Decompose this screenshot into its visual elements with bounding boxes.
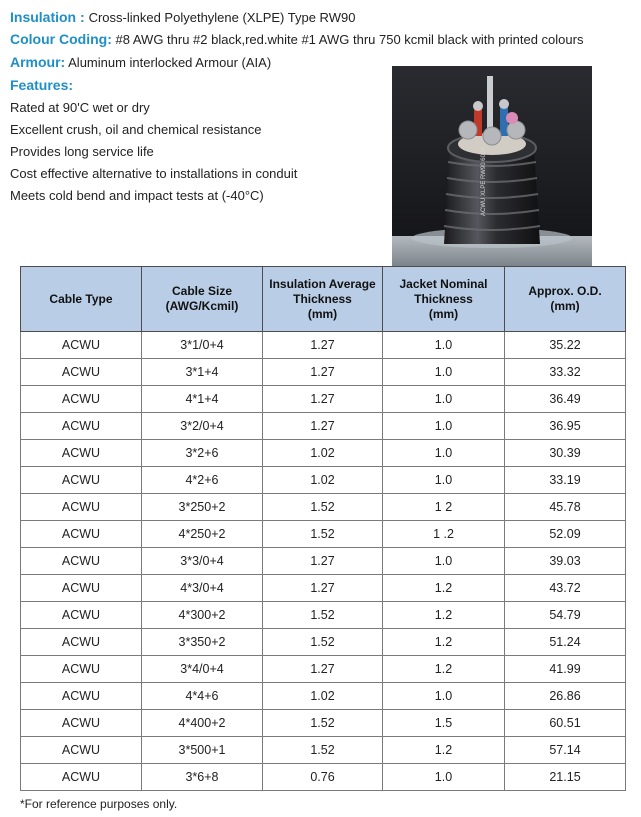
cell-cable-size: 3*6+8 <box>142 764 263 791</box>
cell-cable-type: ACWU <box>21 683 142 710</box>
cell-cable-type: ACWU <box>21 467 142 494</box>
cell-cable-type: ACWU <box>21 332 142 359</box>
feature-list <box>10 97 297 207</box>
header-line: (mm) <box>428 306 459 321</box>
cell-cable-type: ACWU <box>21 737 142 764</box>
spec-value-armour: Aluminum interlocked Armour (AIA) <box>68 55 272 70</box>
cell-approx-od: 45.78 <box>505 494 626 521</box>
cell-insulation-thickness: 1.27 <box>263 413 383 440</box>
cable-cross-section-image <box>392 66 592 266</box>
cell-jacket-thickness: 1.2 <box>383 737 505 764</box>
cell-approx-od: 41.99 <box>505 656 626 683</box>
feature-item: Provides long service life <box>10 144 154 159</box>
cell-insulation-thickness: 1.27 <box>263 656 383 683</box>
cell-cable-size: 4*3/0+4 <box>142 575 263 602</box>
cell-cable-type: ACWU <box>21 548 142 575</box>
cell-cable-size: 3*1/0+4 <box>142 332 263 359</box>
cell-cable-size: 3*250+2 <box>142 494 263 521</box>
cell-cable-size: 3*1+4 <box>142 359 263 386</box>
spec-value-colour-coding: #8 AWG thru #2 black,red.white #1 AWG thru 750 kcmil black with printed colours <box>115 32 584 47</box>
cell-insulation-thickness: 1.52 <box>263 602 383 629</box>
cell-cable-type: ACWU <box>21 413 142 440</box>
cell-jacket-thickness: 1.2 <box>383 602 505 629</box>
cell-insulation-thickness: 1.52 <box>263 629 383 656</box>
feature-item: Cost effective alternative to installations in conduit <box>10 166 298 181</box>
cell-approx-od: 36.95 <box>505 413 626 440</box>
cell-jacket-thickness: 1.0 <box>383 683 505 710</box>
cell-jacket-thickness: 1.2 <box>383 629 505 656</box>
cell-cable-size: 4*2+6 <box>142 467 263 494</box>
header-line: (mm) <box>307 306 338 321</box>
cell-cable-size: 3*350+2 <box>142 629 263 656</box>
cell-insulation-thickness: 1.27 <box>263 386 383 413</box>
feature-item: Meets cold bend and impact tests at (-40°C) <box>10 188 264 203</box>
header-line: Jacket Nominal <box>399 276 488 291</box>
header-line: (AWG/Kcmil) <box>165 299 239 313</box>
spec-key-insulation: Insulation <box>10 9 77 25</box>
table-row <box>21 629 626 656</box>
cell-cable-type: ACWU <box>21 575 142 602</box>
cell-insulation-thickness: 1.52 <box>263 737 383 764</box>
cell-insulation-thickness: 1.52 <box>263 494 383 521</box>
cell-cable-type: ACWU <box>21 359 142 386</box>
cell-cable-type: ACWU <box>21 521 142 548</box>
header-line: Cable Type <box>49 291 113 306</box>
cell-insulation-thickness: 1.27 <box>263 575 383 602</box>
table-row <box>21 602 626 629</box>
spec-value-insulation: Cross-linked Polyethylene (XLPE) Type RW90 <box>88 10 356 25</box>
cell-approx-od: 57.14 <box>505 737 626 764</box>
table-row <box>21 575 626 602</box>
cell-jacket-thickness: 1.0 <box>383 548 505 575</box>
cell-approx-od: 33.19 <box>505 467 626 494</box>
cell-jacket-thickness: 1.0 <box>383 413 505 440</box>
cell-jacket-thickness: 1.0 <box>383 440 505 467</box>
cell-approx-od: 30.39 <box>505 440 626 467</box>
cell-cable-type: ACWU <box>21 710 142 737</box>
cell-approx-od: 39.03 <box>505 548 626 575</box>
feature-item: Excellent crush, oil and chemical resistance <box>10 122 262 137</box>
column-header-jacket-thickness <box>383 267 505 332</box>
table-row <box>21 413 626 440</box>
cell-jacket-thickness: 1.5 <box>383 710 505 737</box>
cell-cable-size: 3*4/0+4 <box>142 656 263 683</box>
cell-cable-size: 3*2+6 <box>142 440 263 467</box>
cell-jacket-thickness: 1.0 <box>383 386 505 413</box>
spec-armour <box>10 53 271 72</box>
cell-cable-type: ACWU <box>21 602 142 629</box>
table-row <box>21 359 626 386</box>
cell-cable-size: 3*3/0+4 <box>142 548 263 575</box>
cell-approx-od: 60.51 <box>505 710 626 737</box>
cell-cable-size: 3*2/0+4 <box>142 413 263 440</box>
column-header-insulation-thickness <box>263 267 383 332</box>
cell-cable-type: ACWU <box>21 764 142 791</box>
cable-photo <box>392 66 592 266</box>
header-line: Thickness <box>414 291 473 306</box>
column-header-approx-od <box>505 267 626 332</box>
cell-cable-type: ACWU <box>21 629 142 656</box>
cell-insulation-thickness: 1.52 <box>263 521 383 548</box>
header-line: Cable Size <box>171 284 233 298</box>
footnote: *For reference purposes only. <box>20 797 178 811</box>
header-line: Thickness <box>293 291 352 306</box>
cell-approx-od: 52.09 <box>505 521 626 548</box>
features-heading: Features: <box>10 77 74 93</box>
header-line: Approx. O.D. <box>528 284 602 298</box>
spec-colour-coding <box>10 30 583 49</box>
cell-jacket-thickness: 1.0 <box>383 467 505 494</box>
cell-cable-size: 4*250+2 <box>142 521 263 548</box>
cell-jacket-thickness: 1.0 <box>383 764 505 791</box>
cell-cable-type: ACWU <box>21 656 142 683</box>
cell-insulation-thickness: 1.27 <box>263 548 383 575</box>
table-row <box>21 764 626 791</box>
spec-insulation <box>10 8 355 27</box>
table-row <box>21 386 626 413</box>
spec-key-colon: : <box>76 9 89 25</box>
cell-approx-od: 36.49 <box>505 386 626 413</box>
cell-jacket-thickness: 1.0 <box>383 332 505 359</box>
cell-jacket-thickness: 1.2 <box>383 575 505 602</box>
cell-cable-size: 4*1+4 <box>142 386 263 413</box>
header-line: (mm) <box>550 299 580 313</box>
header-line: Insulation Average <box>269 276 376 291</box>
cell-cable-size: 4*4+6 <box>142 683 263 710</box>
table-row <box>21 656 626 683</box>
cell-jacket-thickness: 1.0 <box>383 359 505 386</box>
table-row <box>21 440 626 467</box>
cell-insulation-thickness: 1.02 <box>263 467 383 494</box>
cell-cable-size: 3*500+1 <box>142 737 263 764</box>
cell-insulation-thickness: 1.02 <box>263 440 383 467</box>
column-header-cable-size <box>142 267 263 332</box>
table-row <box>21 521 626 548</box>
cell-approx-od: 54.79 <box>505 602 626 629</box>
table-row <box>21 710 626 737</box>
table-row <box>21 467 626 494</box>
table-row <box>21 737 626 764</box>
cell-jacket-thickness: 1.2 <box>383 656 505 683</box>
feature-item: Rated at 90'C wet or dry <box>10 100 150 115</box>
cell-insulation-thickness: 1.02 <box>263 683 383 710</box>
table-row <box>21 332 626 359</box>
cell-jacket-thickness: 1 2 <box>383 494 505 521</box>
cell-cable-type: ACWU <box>21 386 142 413</box>
cell-insulation-thickness: 1.27 <box>263 332 383 359</box>
cell-approx-od: 33.32 <box>505 359 626 386</box>
cell-cable-type: ACWU <box>21 440 142 467</box>
cell-approx-od: 43.72 <box>505 575 626 602</box>
cell-cable-size: 4*400+2 <box>142 710 263 737</box>
cell-insulation-thickness: 0.76 <box>263 764 383 791</box>
cell-insulation-thickness: 1.27 <box>263 359 383 386</box>
table-row <box>21 494 626 521</box>
table-header-row <box>21 267 626 332</box>
cell-jacket-thickness: 1 .2 <box>383 521 505 548</box>
cell-insulation-thickness: 1.52 <box>263 710 383 737</box>
table-body <box>21 332 626 791</box>
cell-cable-type: ACWU <box>21 494 142 521</box>
spec-key-armour: Armour: <box>10 54 66 70</box>
table-row <box>21 683 626 710</box>
cell-approx-od: 21.15 <box>505 764 626 791</box>
cell-approx-od: 51.24 <box>505 629 626 656</box>
cable-spec-table <box>20 266 626 791</box>
cell-cable-size: 4*300+2 <box>142 602 263 629</box>
table-row <box>21 548 626 575</box>
cell-approx-od: 26.86 <box>505 683 626 710</box>
column-header-cable-type <box>21 267 142 332</box>
spec-key-colour-coding: Colour Coding: <box>10 31 112 47</box>
cell-approx-od: 35.22 <box>505 332 626 359</box>
cable-jacket-print: ACWU XLPE RW90 600V <box>481 146 487 216</box>
